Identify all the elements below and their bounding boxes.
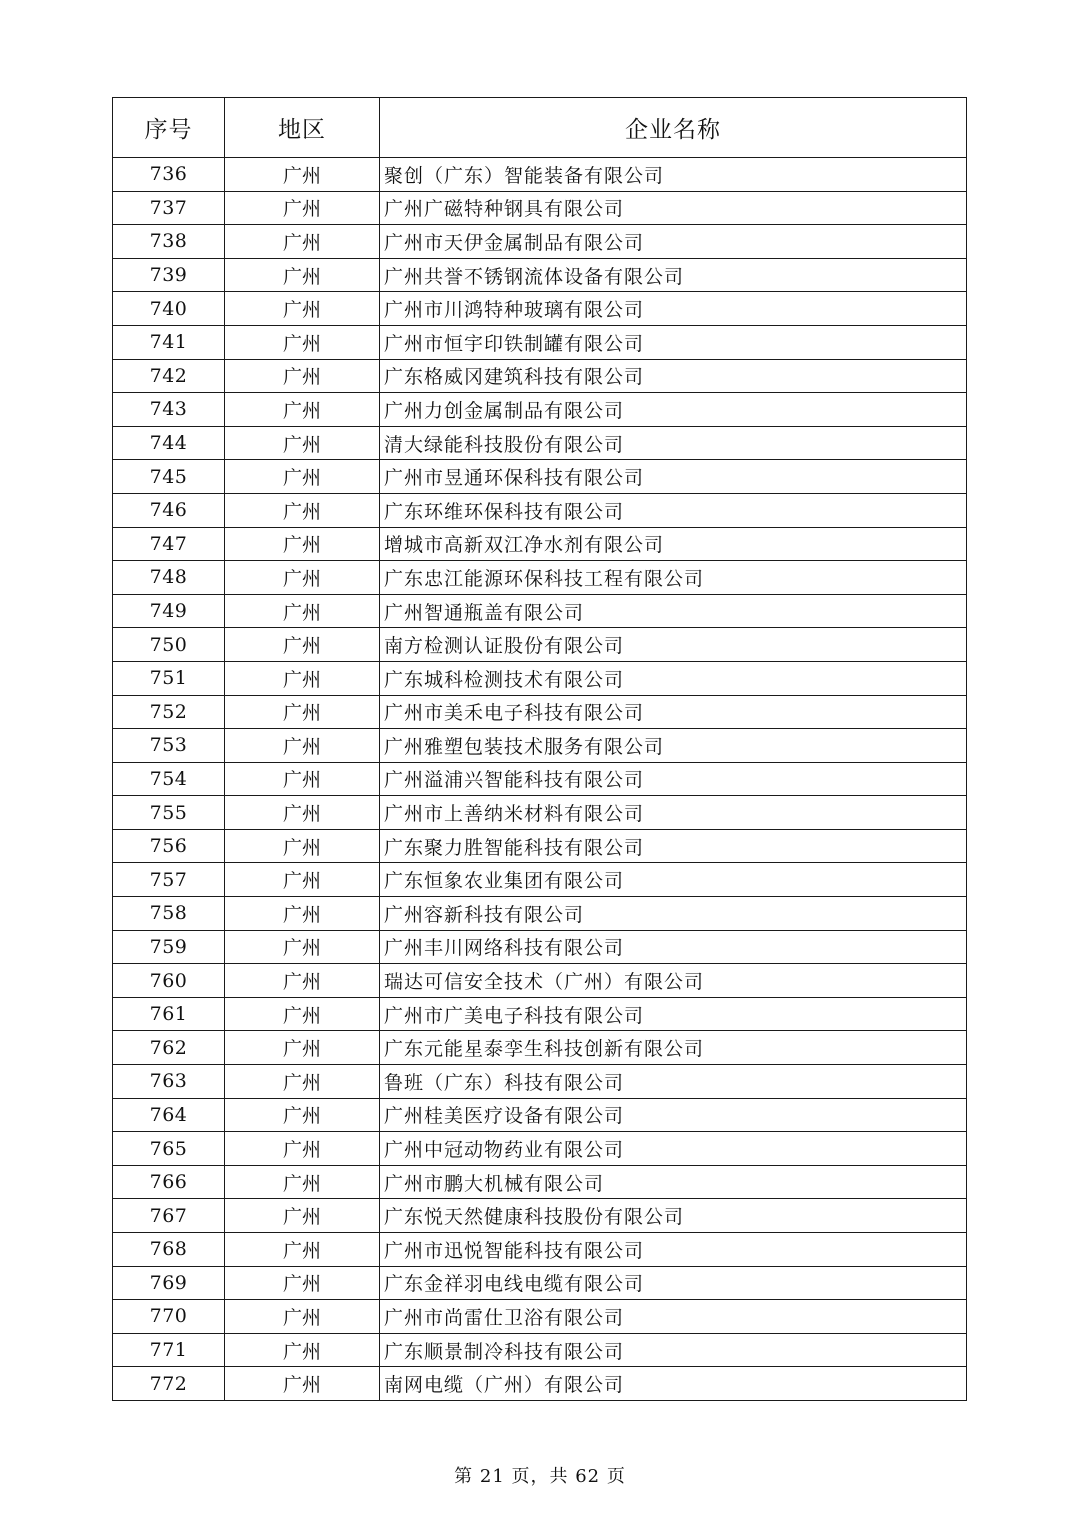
- table-row: [113, 258, 967, 292]
- row-index: 762: [113, 1031, 225, 1065]
- row-company-name: 广州容新科技有限公司: [380, 897, 967, 931]
- row-index: 738: [113, 225, 225, 259]
- row-company-name: 增城市高新双江净水剂有限公司: [380, 527, 967, 561]
- row-index: 760: [113, 964, 225, 998]
- table-header: [113, 98, 967, 158]
- table-row: [113, 1333, 967, 1367]
- row-region: 广州: [225, 1333, 380, 1367]
- row-region: 广州: [225, 695, 380, 729]
- row-company-name: 广东恒象农业集团有限公司: [380, 863, 967, 897]
- row-company-name: 广州市美禾电子科技有限公司: [380, 695, 967, 729]
- row-company-name: 广州市天伊金属制品有限公司: [380, 225, 967, 259]
- table-row: [113, 1266, 967, 1300]
- table-row: [113, 829, 967, 863]
- row-company-name: 广州市广美电子科技有限公司: [380, 997, 967, 1031]
- row-index: 764: [113, 1098, 225, 1132]
- row-index: 756: [113, 829, 225, 863]
- row-company-name: 广东悦天然健康科技股份有限公司: [380, 1199, 967, 1233]
- table-row: [113, 325, 967, 359]
- row-company-name: 广东元能星泰孪生科技创新有限公司: [380, 1031, 967, 1065]
- row-index: 742: [113, 359, 225, 393]
- table-row: [113, 729, 967, 763]
- row-region: 广州: [225, 628, 380, 662]
- row-region: 广州: [225, 1199, 380, 1233]
- row-index: 737: [113, 191, 225, 225]
- row-region: 广州: [225, 1132, 380, 1166]
- row-index: 757: [113, 863, 225, 897]
- row-index: 758: [113, 897, 225, 931]
- table-row: [113, 796, 967, 830]
- page-footer: 第 21 页，共 62 页: [454, 1466, 626, 1487]
- table-row: [113, 1065, 967, 1099]
- row-index: 765: [113, 1132, 225, 1166]
- row-region: 广州: [225, 393, 380, 427]
- row-company-name: 广州广磁特种钢具有限公司: [380, 191, 967, 225]
- table-row: [113, 964, 967, 998]
- header-company: 企业名称: [380, 98, 967, 158]
- table-row: [113, 1300, 967, 1334]
- table-row: [113, 1132, 967, 1166]
- row-index: 747: [113, 527, 225, 561]
- table-row: [113, 930, 967, 964]
- table-row: [113, 1233, 967, 1267]
- row-company-name: 广东顺景制冷科技有限公司: [380, 1333, 967, 1367]
- row-company-name: 南网电缆（广州）有限公司: [380, 1367, 967, 1401]
- table-row: [113, 493, 967, 527]
- row-company-name: 广州力创金属制品有限公司: [380, 393, 967, 427]
- table-row: [113, 191, 967, 225]
- row-company-name: 南方检测认证股份有限公司: [380, 628, 967, 662]
- row-company-name: 鲁班（广东）科技有限公司: [380, 1065, 967, 1099]
- row-region: 广州: [225, 325, 380, 359]
- row-region: 广州: [225, 997, 380, 1031]
- row-index: 743: [113, 393, 225, 427]
- row-index: 748: [113, 561, 225, 595]
- row-region: 广州: [225, 1065, 380, 1099]
- header-index: 序号: [113, 98, 225, 158]
- table-row: [113, 628, 967, 662]
- row-index: 767: [113, 1199, 225, 1233]
- row-company-name: 广州桂美医疗设备有限公司: [380, 1098, 967, 1132]
- row-region: 广州: [225, 964, 380, 998]
- table-body: [113, 158, 967, 1401]
- table-row: [113, 1031, 967, 1065]
- row-region: 广州: [225, 930, 380, 964]
- row-index: 744: [113, 426, 225, 460]
- row-company-name: 广州市上善纳米材料有限公司: [380, 796, 967, 830]
- row-region: 广州: [225, 1300, 380, 1334]
- row-region: 广州: [225, 796, 380, 830]
- table-row: [113, 897, 967, 931]
- row-region: 广州: [225, 1031, 380, 1065]
- row-region: 广州: [225, 158, 380, 192]
- row-index: 745: [113, 460, 225, 494]
- row-company-name: 广州丰川网络科技有限公司: [380, 930, 967, 964]
- table-row: [113, 158, 967, 192]
- table-row: [113, 426, 967, 460]
- row-company-name: 广东金祥羽电线电缆有限公司: [380, 1266, 967, 1300]
- row-region: 广州: [225, 225, 380, 259]
- table-row: [113, 292, 967, 326]
- row-company-name: 聚创（广东）智能装备有限公司: [380, 158, 967, 192]
- row-region: 广州: [225, 1165, 380, 1199]
- row-region: 广州: [225, 829, 380, 863]
- row-index: 769: [113, 1266, 225, 1300]
- row-company-name: 广州共誉不锈钢流体设备有限公司: [380, 258, 967, 292]
- row-region: 广州: [225, 191, 380, 225]
- row-company-name: 广州市昱通环保科技有限公司: [380, 460, 967, 494]
- row-index: 741: [113, 325, 225, 359]
- row-region: 广州: [225, 729, 380, 763]
- row-region: 广州: [225, 258, 380, 292]
- row-region: 广州: [225, 426, 380, 460]
- row-region: 广州: [225, 292, 380, 326]
- header-region: 地区: [225, 98, 380, 158]
- row-index: 752: [113, 695, 225, 729]
- row-company-name: 广州市迅悦智能科技有限公司: [380, 1233, 967, 1267]
- row-region: 广州: [225, 460, 380, 494]
- row-index: 771: [113, 1333, 225, 1367]
- row-index: 746: [113, 493, 225, 527]
- row-company-name: 广州中冠动物药业有限公司: [380, 1132, 967, 1166]
- table-row: [113, 695, 967, 729]
- row-index: 763: [113, 1065, 225, 1099]
- row-region: 广州: [225, 493, 380, 527]
- row-company-name: 广东环维环保科技有限公司: [380, 493, 967, 527]
- row-region: 广州: [225, 561, 380, 595]
- row-region: 广州: [225, 1233, 380, 1267]
- table-row: [113, 1367, 967, 1401]
- table-row: [113, 460, 967, 494]
- table-row: [113, 527, 967, 561]
- row-company-name: 广东忠江能源环保科技工程有限公司: [380, 561, 967, 595]
- row-index: 751: [113, 661, 225, 695]
- table-row: [113, 997, 967, 1031]
- row-region: 广州: [225, 897, 380, 931]
- row-company-name: 广州市川鸿特种玻璃有限公司: [380, 292, 967, 326]
- row-index: 772: [113, 1367, 225, 1401]
- row-company-name: 广州市恒宇印铁制罐有限公司: [380, 325, 967, 359]
- row-region: 广州: [225, 1367, 380, 1401]
- table-row: [113, 863, 967, 897]
- row-region: 广州: [225, 594, 380, 628]
- row-index: 754: [113, 762, 225, 796]
- table-row: [113, 1165, 967, 1199]
- row-index: 755: [113, 796, 225, 830]
- table-row: [113, 1098, 967, 1132]
- header-row: [113, 98, 967, 158]
- row-region: 广州: [225, 863, 380, 897]
- row-region: 广州: [225, 661, 380, 695]
- table-row: [113, 225, 967, 259]
- row-company-name: 广东城科检测技术有限公司: [380, 661, 967, 695]
- row-index: 759: [113, 930, 225, 964]
- row-company-name: 广东聚力胜智能科技有限公司: [380, 829, 967, 863]
- row-index: 766: [113, 1165, 225, 1199]
- table-row: [113, 561, 967, 595]
- table-row: [113, 594, 967, 628]
- row-region: 广州: [225, 1098, 380, 1132]
- row-company-name: 广东格威冈建筑科技有限公司: [380, 359, 967, 393]
- row-region: 广州: [225, 359, 380, 393]
- table-row: [113, 1199, 967, 1233]
- row-region: 广州: [225, 527, 380, 561]
- row-index: 753: [113, 729, 225, 763]
- row-region: 广州: [225, 1266, 380, 1300]
- row-index: 740: [113, 292, 225, 326]
- row-region: 广州: [225, 762, 380, 796]
- row-company-name: 瑞达可信安全技术（广州）有限公司: [380, 964, 967, 998]
- row-company-name: 广州智通瓶盖有限公司: [380, 594, 967, 628]
- row-company-name: 广州市尚雷仕卫浴有限公司: [380, 1300, 967, 1334]
- table-row: [113, 661, 967, 695]
- row-company-name: 清大绿能科技股份有限公司: [380, 426, 967, 460]
- row-company-name: 广州市鹏大机械有限公司: [380, 1165, 967, 1199]
- company-table: [112, 97, 967, 1401]
- row-index: 739: [113, 258, 225, 292]
- table-row: [113, 393, 967, 427]
- table-row: [113, 762, 967, 796]
- row-index: 761: [113, 997, 225, 1031]
- row-index: 750: [113, 628, 225, 662]
- table-row: [113, 359, 967, 393]
- row-index: 770: [113, 1300, 225, 1334]
- row-index: 736: [113, 158, 225, 192]
- row-company-name: 广州雅塑包装技术服务有限公司: [380, 729, 967, 763]
- row-index: 768: [113, 1233, 225, 1267]
- row-company-name: 广州溢浦兴智能科技有限公司: [380, 762, 967, 796]
- row-index: 749: [113, 594, 225, 628]
